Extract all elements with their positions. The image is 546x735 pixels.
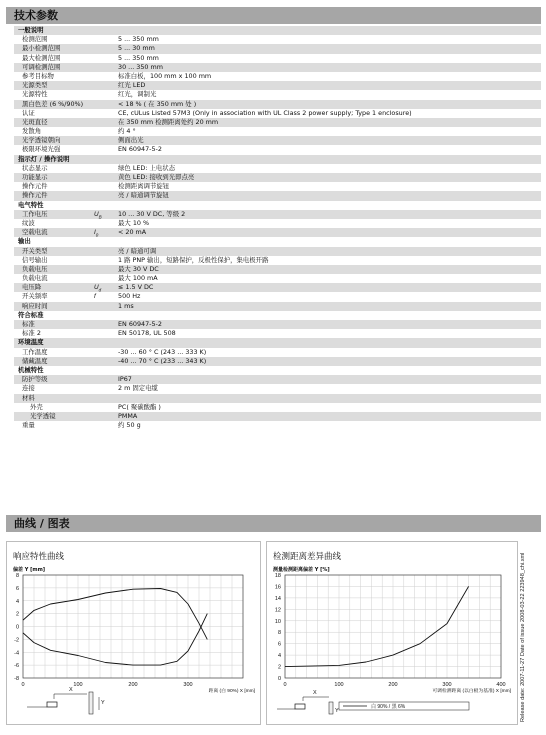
y-tick-label: 14	[274, 595, 281, 602]
x-tick-label: 300	[183, 682, 193, 688]
spec-label: 空载电流	[22, 228, 48, 237]
spec-value: 侧面出光	[118, 136, 144, 145]
spec-row	[14, 283, 541, 292]
spec-row	[14, 109, 541, 118]
y-tick-label: -2	[14, 637, 19, 644]
spec-row	[14, 403, 541, 412]
spec-row	[14, 247, 541, 256]
spec-value: -40 ... 70 ° C (233 ... 343 K)	[118, 356, 207, 365]
series-line	[23, 589, 207, 640]
spec-label: 材料	[22, 393, 35, 402]
spec-label: 标准	[22, 320, 35, 328]
x-tick-label: 200	[388, 682, 398, 688]
spec-label: 黑白色差 (6 %/90%)	[22, 99, 84, 108]
spec-row	[14, 90, 541, 99]
spec-row	[14, 412, 541, 421]
spec-row	[14, 384, 541, 393]
spec-row	[14, 256, 541, 265]
y-tick-label: 8	[277, 630, 281, 637]
tech-data-header: 技术参数	[6, 7, 541, 24]
y-tick-label: 2	[15, 611, 19, 618]
spec-label: 认证	[22, 108, 35, 117]
spec-row	[14, 44, 541, 53]
spec-row	[14, 182, 541, 191]
spec-label: 一般说明	[18, 26, 44, 34]
chart-title-right: 检测距离差异曲线	[273, 552, 342, 562]
spec-value: -30 ... 60 ° C (243 ... 333 K)	[118, 347, 207, 356]
y-tick-label: 4	[277, 653, 281, 660]
spec-label: 符合标准	[18, 310, 44, 319]
spec-value: 2 m 固定电缆	[118, 384, 158, 393]
spec-label: 输出	[18, 237, 31, 246]
chart-ylabel-right: 测量检测距离偏差 Y [%]	[273, 567, 330, 573]
curves-header: 曲线 / 图表	[6, 515, 541, 532]
release-date: Release date: 2007-11-27	[520, 657, 526, 722]
legend-label: 白 90% / 黑 6%	[371, 704, 406, 710]
y-tick-label: 2	[277, 664, 281, 671]
spec-label: 光学透镜	[30, 411, 56, 420]
x-tick-label: 400	[496, 682, 506, 688]
response-curve-panel	[6, 541, 261, 725]
spec-label: 光源特性	[22, 90, 48, 99]
spec-label: 负载电压	[22, 264, 48, 273]
y-tick-label: 12	[274, 607, 281, 614]
spec-label: 光学透镜朝向	[22, 136, 61, 145]
spec-row	[14, 357, 541, 366]
spec-label: 重量	[22, 421, 35, 430]
spec-value: 1 ms	[118, 301, 134, 310]
spec-group-heading	[14, 366, 541, 375]
y-tick-label: 6	[277, 641, 281, 648]
spec-row	[14, 35, 541, 44]
spec-value: 红光 LED	[118, 81, 146, 90]
spec-group-heading	[14, 338, 541, 347]
spec-label: 操作元件	[22, 182, 48, 191]
y-tick-label: 6	[15, 585, 19, 592]
spec-group-heading	[14, 201, 541, 210]
spec-row	[14, 375, 541, 384]
spec-row	[14, 81, 541, 90]
y-tick-label: -4	[14, 650, 19, 657]
spec-value: 5 ... 30 mm	[118, 44, 155, 53]
x-axis-label: 可调检测距离 (以白板为基准) X [mm]	[432, 689, 511, 694]
diagram-y-label: Y	[335, 708, 339, 714]
spec-symbol: f	[94, 293, 96, 301]
spec-row	[14, 292, 541, 301]
spec-row	[14, 54, 541, 63]
distance-deviation-panel	[266, 541, 518, 725]
spec-value: 5 ... 350 mm	[118, 35, 159, 44]
sensor-body-icon	[295, 704, 305, 709]
spec-value: 红光，调制光	[118, 90, 157, 99]
spec-value: CE, cULus Listed 57M3 (Only in association with UL Class 2 power supply; Type 1 enclosure)	[118, 108, 412, 117]
spec-label: 纹波	[22, 218, 35, 227]
diagram-x-label: X	[69, 687, 73, 693]
y-tick-label: 0	[15, 624, 19, 631]
spec-value: 1 路 PNP 输出，短路保护，反极性保护，集电极开路	[118, 255, 269, 264]
series-line	[285, 586, 469, 666]
x-tick-label: 0	[283, 682, 287, 688]
spec-value: 亮 / 暗通调节旋钮	[118, 191, 169, 200]
spec-label: 最小检测范围	[22, 44, 61, 53]
spec-label: 工作电压	[22, 209, 48, 218]
x-tick-label: 300	[442, 682, 452, 688]
spec-symbol: $U_B$	[94, 210, 102, 220]
spec-label: 储藏温度	[22, 356, 48, 365]
spec-row	[14, 302, 541, 311]
spec-value: 500 Hz	[118, 292, 141, 301]
y-tick-label: 4	[15, 598, 19, 605]
spec-table	[14, 26, 541, 430]
spec-row	[14, 274, 541, 283]
spec-group-heading	[14, 311, 541, 320]
spec-row	[14, 191, 541, 200]
spec-label: 发散角	[22, 127, 42, 136]
spec-value: IP67	[118, 375, 132, 384]
y-tick-label: 18	[274, 573, 281, 579]
spec-value: PMMA	[118, 411, 138, 420]
spec-row	[14, 118, 541, 127]
spec-symbol: $U_d$	[94, 284, 102, 293]
spec-value: 最大 10 %	[118, 218, 150, 227]
issue-side-text	[520, 522, 526, 722]
y-tick-label: -8	[14, 676, 19, 682]
spec-label: 光源类型	[22, 81, 48, 90]
spec-label: 机械特性	[18, 365, 44, 374]
spec-value: 5 ... 350 mm	[118, 53, 159, 62]
spec-label: 电气特性	[18, 200, 44, 209]
spec-value: 绿色 LED: 上电状态	[118, 163, 176, 172]
x-tick-label: 0	[21, 682, 25, 688]
x-tick-label: 100	[73, 682, 83, 688]
y-tick-label: 0	[277, 676, 281, 682]
spec-row	[14, 210, 541, 219]
spec-label: 参考目标物	[22, 71, 54, 80]
spec-label: 指示灯 / 操作说明	[18, 154, 70, 163]
spec-row	[14, 394, 541, 403]
spec-label: 防护等级	[22, 375, 48, 384]
spec-label: 状态显示	[22, 163, 48, 172]
x-axis-label: 距离 (白 90%) X [mm]	[208, 689, 255, 694]
spec-group-heading	[14, 26, 541, 35]
target-plate-icon	[329, 702, 333, 714]
spec-label: 连接	[22, 384, 35, 393]
spec-label: 环境温度	[18, 338, 44, 347]
spec-label: 外壳	[30, 402, 43, 411]
spec-row	[14, 421, 541, 430]
spec-group-heading	[14, 237, 541, 246]
y-tick-label: -6	[14, 663, 19, 670]
spec-symbol: $I_0$	[94, 229, 99, 238]
x-tick-label: 200	[128, 682, 138, 688]
spec-label: 光斑直径	[22, 117, 48, 126]
spec-row	[14, 164, 541, 173]
spec-group-heading	[14, 155, 541, 164]
spec-row	[14, 100, 541, 109]
y-tick-label: 16	[274, 584, 281, 591]
spec-value: < 18 % ( 在 350 mm 处 )	[118, 99, 197, 108]
spec-value: PC( 聚碳酸酯 )	[118, 402, 161, 411]
spec-value: 检测距离调节旋钮	[118, 182, 170, 191]
y-tick-label: 8	[15, 573, 19, 579]
spec-row	[14, 127, 541, 136]
spec-label: 标准 2	[22, 329, 41, 338]
spec-label: 功能显示	[22, 173, 48, 181]
spec-label: 开关频率	[22, 292, 48, 301]
spec-label: 负载电流	[22, 274, 48, 283]
spec-value: 最大 100 mA	[118, 274, 158, 283]
spec-row	[14, 265, 541, 274]
spec-value: 约 50 g	[118, 421, 141, 430]
spec-label: 工作温度	[22, 347, 48, 356]
spec-row	[14, 136, 541, 145]
spec-value: 10 ... 30 V DC, 等级 2	[118, 209, 186, 218]
spec-label: 信号输出	[22, 255, 48, 264]
spec-row	[14, 228, 541, 237]
spec-row	[14, 219, 541, 228]
spec-label: 检测范围	[22, 35, 48, 44]
spec-row	[14, 72, 541, 81]
spec-value: EN 60947-5-2	[118, 320, 162, 328]
diagram-y-label: Y	[101, 700, 105, 706]
chart-ylabel-left: 偏差 Y [mm]	[13, 567, 46, 573]
spec-value: 最大 30 V DC	[118, 264, 159, 273]
spec-row	[14, 320, 541, 329]
spec-value: EN 60947-5-2	[118, 145, 162, 154]
spec-value: 30 ... 350 mm	[118, 62, 163, 71]
spec-value: ≤ 1.5 V DC	[118, 283, 154, 292]
spec-label: 操作元件	[22, 191, 48, 200]
spec-value: < 20 mA	[118, 228, 147, 237]
chart-title-left: 响应特性曲线	[13, 552, 65, 562]
y-tick-label: 10	[274, 618, 281, 625]
spec-label: 极限环境光强	[22, 145, 61, 154]
spec-label: 可调检测范围	[22, 62, 61, 71]
spec-value: 黄色 LED: 接收到光即点亮	[118, 173, 195, 181]
spec-label: 开关类型	[22, 246, 48, 255]
spec-value: 标准白板，100 mm x 100 mm	[118, 71, 212, 80]
spec-row	[14, 173, 541, 182]
spec-label: 最大检测范围	[22, 53, 61, 62]
spec-row	[14, 145, 541, 154]
spec-value: 亮 / 暗通可调	[118, 246, 157, 255]
sensor-body-icon	[47, 702, 57, 707]
spec-value: 在 350 mm 检测距离处约 20 mm	[118, 117, 219, 126]
target-plate-icon	[89, 692, 93, 714]
x-tick-label: 100	[334, 682, 344, 688]
spec-label: 电压降	[22, 283, 42, 292]
issue-date: Date of issue 2008-03-22 223948_chi.xml	[520, 552, 526, 657]
spec-value: 约 4 °	[118, 127, 136, 136]
diagram-x-label: X	[313, 690, 317, 696]
spec-label: 响应时间	[22, 301, 48, 310]
spec-row	[14, 63, 541, 72]
spec-row	[14, 329, 541, 338]
spec-value: EN 50178, UL 508	[118, 329, 176, 338]
spec-row	[14, 348, 541, 357]
